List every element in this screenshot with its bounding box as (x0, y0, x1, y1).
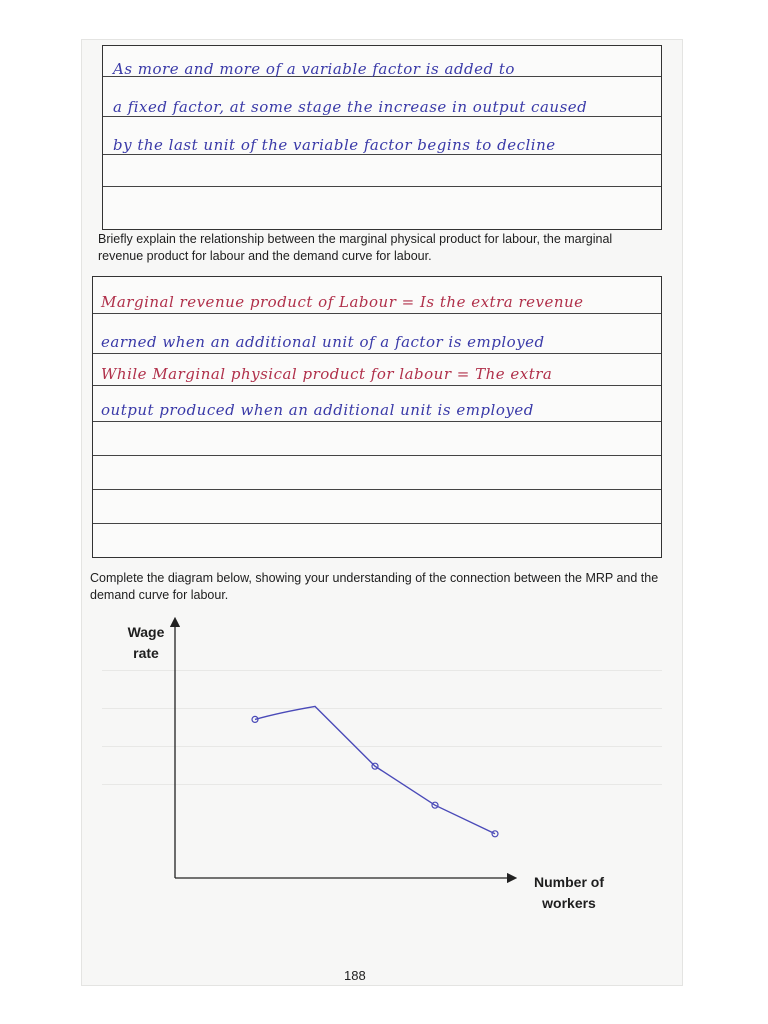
workbook-page (82, 40, 682, 985)
rule-line (93, 385, 661, 386)
curve-line (255, 706, 495, 833)
rule-line (93, 353, 661, 354)
question-3-text: Complete the diagram below, showing your understanding of the connection between the MRP and the demand curve for labour. (90, 571, 659, 602)
x-axis-label-line: workers (542, 895, 596, 911)
handwriting-line: Marginal revenue product of Labour = Is the extra revenue (101, 293, 584, 311)
handwriting-line: While Marginal physical product for labour = The extra (101, 365, 553, 383)
rule-line (93, 421, 661, 422)
rule-line (93, 313, 661, 314)
demand-curve (252, 706, 498, 836)
rule-line (93, 455, 661, 456)
rule-line (103, 186, 661, 187)
rule-line (93, 523, 661, 524)
question-2-text: Briefly explain the relationship between the marginal physical product for labour, the marginal revenue product for labour and the demand curve for labour. (98, 232, 613, 263)
handwriting-line: earned when an additional unit of a factor is employed (101, 333, 545, 351)
answer-box-1 (102, 45, 662, 230)
rule-line (103, 154, 661, 155)
x-axis-label (514, 872, 624, 914)
page-number: 188 (344, 968, 366, 983)
answer-box-2 (92, 276, 662, 558)
handwriting-line: output produced when an additional unit is employed (101, 401, 534, 419)
y-axis-label-line: rate (133, 645, 159, 661)
rule-line (103, 116, 661, 117)
handwriting-line: by the last unit of the variable factor begins to decline (113, 136, 556, 154)
x-axis-label-line: Number of (534, 874, 604, 890)
y-axis-label-line: Wage (127, 624, 165, 640)
handwriting-line: As more and more of a variable factor is added to (113, 60, 515, 78)
handwriting-line: a fixed factor, at some stage the increase in output caused (113, 98, 588, 116)
rule-line (93, 489, 661, 490)
mrp-demand-diagram (162, 615, 522, 885)
